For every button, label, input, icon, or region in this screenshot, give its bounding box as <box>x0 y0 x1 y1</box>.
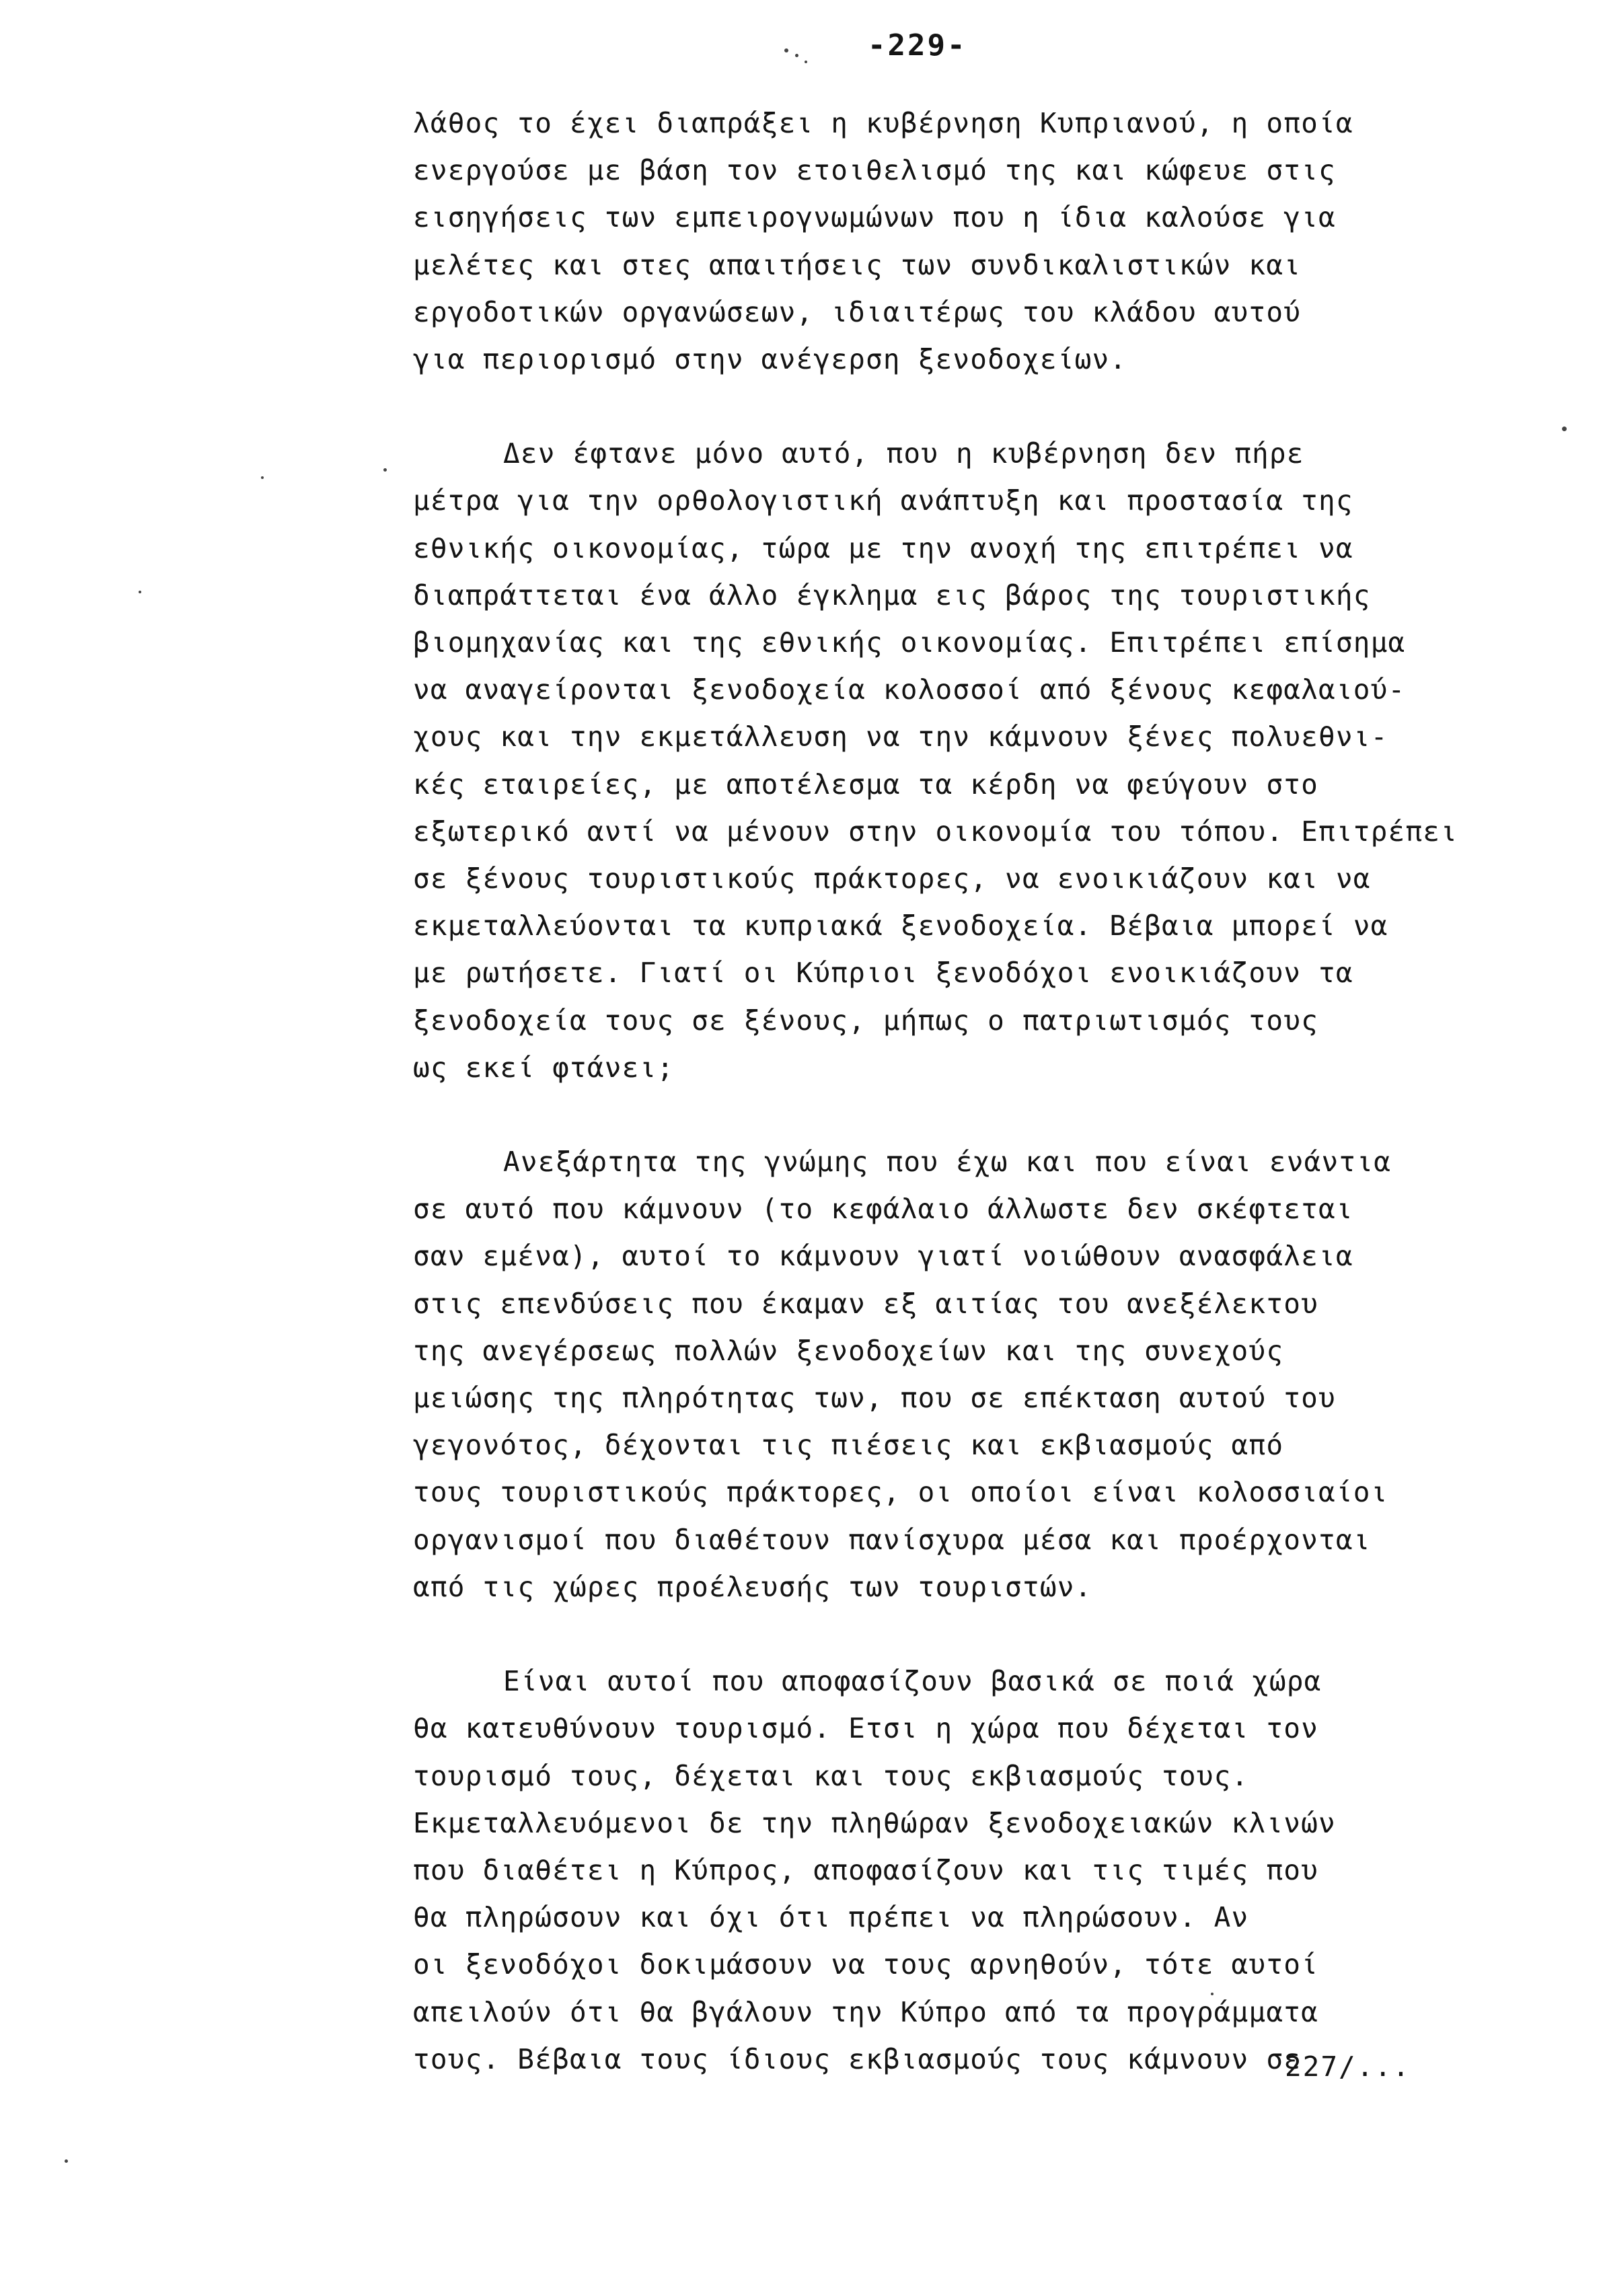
text-line: σε αυτό που κάμνουν (το κεφάλαιο άλλωστε δεν σκέφτεται <box>413 1193 1353 1226</box>
text-line: εκμεταλλεύονται τα κυπριακά ξενοδοχεία. Βέβαια μπορεί να <box>413 910 1388 942</box>
text-line: χους και την εκμετάλλευση να την κάμνουν ξένες πολυεθνι- <box>413 720 1388 753</box>
document-body <box>413 100 1516 2130</box>
text-line: διαπράττεται ένα άλλο έγκλημα εις βάρος της τουριστικής <box>413 579 1371 612</box>
text-line: Δεν έφτανε μόνο αυτό, που η κυβέρνηση δεν πήρε <box>503 437 1304 470</box>
text-line: που διαθέτει η Κύπρος, αποφασίζουν και τις τιμές που <box>413 1853 1318 1886</box>
text-line: θα κατευθύνουν τουρισμό. Ετσι η χώρα που δέχεται τον <box>413 1712 1318 1745</box>
text-line: σε ξένους τουριστικούς πράκτορες, να ενοικιάζουν και να <box>413 862 1371 895</box>
paragraph-2 <box>413 430 1516 1091</box>
text-line: οργανισμοί που διαθέτουν πανίσχυρα μέσα και προέρχονται <box>413 1523 1371 1556</box>
scan-speck <box>795 54 798 57</box>
text-line: ως εκεί φτάνει; <box>413 1051 675 1084</box>
text-line: της ανεγέρσεως πολλών ξενοδοχείων και της συνεχούς <box>413 1334 1284 1367</box>
text-line: Εκμεταλλευόμενοι δε την πληθώραν ξενοδοχειακών κλινών <box>413 1806 1336 1839</box>
text-line: μειώσης της πληρότητας των, που σε επέκταση αυτού του <box>413 1382 1336 1415</box>
text-line: από τις χώρες προέλευσής των τουριστών. <box>413 1570 1092 1603</box>
page-number: -229- <box>868 28 967 63</box>
text-line: μέτρα για την ορθολογιστική ανάπτυξη και προστασία της <box>413 484 1353 517</box>
scan-speck <box>139 591 141 593</box>
text-line: ενεργούσε με βάση τον ετοιθελισμό της και κώφευε στις <box>413 154 1336 187</box>
text-line: εθνικής οικονομίας, τώρα με την ανοχή της επιτρέπει να <box>413 531 1353 564</box>
text-line: οι ξενοδόχοι δοκιμάσουν να τους αρνηθούν, τότε αυτοί <box>413 1948 1318 1981</box>
text-line: Είναι αυτοί που αποφασίζουν βασικά σε ποιά χώρα <box>503 1665 1322 1698</box>
text-line: ξενοδοχεία τους σε ξένους, μήπως ο πατριωτισμός τους <box>413 1004 1318 1037</box>
paragraph-4 <box>413 1658 1516 2083</box>
continuation-marker: 227/... <box>1285 2050 1411 2083</box>
text-line: μελέτες και στες απαιτήσεις των συνδικαλιστικών και <box>413 248 1302 281</box>
text-line: τους τουριστικούς πράκτορες, οι οποίοι είναι κολοσσιαίοι <box>413 1476 1388 1509</box>
scan-speck <box>383 468 387 472</box>
text-line: να αναγείρονται ξενοδοχεία κολοσσοί από ξένους κεφαλαιού- <box>413 673 1406 706</box>
text-line: εισηγήσεις των εμπειρογνωμώνων που η ίδια καλούσε για <box>413 201 1336 234</box>
text-line: κές εταιρείες, με αποτέλεσμα τα κέρδη να φεύγουν στο <box>413 768 1318 801</box>
paragraph-3 <box>413 1138 1516 1610</box>
scan-speck <box>805 61 807 63</box>
paragraph-1 <box>413 100 1516 383</box>
text-line: βιομηχανίας και της εθνικής οικονομίας. Επιτρέπει επίσημα <box>413 626 1406 659</box>
text-line: για περιορισμό στην ανέγερση ξενοδοχείων. <box>413 343 1127 376</box>
text-line: εξωτερικό αντί να μένουν στην οικονομία του τόπου. Επιτρέπει <box>413 815 1458 848</box>
text-line: τους. Βέβαια τους ίδιους εκβιασμούς τους κάμνουν σε <box>413 2042 1302 2075</box>
text-line: Ανεξάρτητα της γνώμης που έχω και που είναι ενάντια <box>503 1146 1392 1179</box>
text-line: τουρισμό τους, δέχεται και τους εκβιασμούς τους. <box>413 1759 1249 1792</box>
text-line: απειλούν ότι θα βγάλουν την Κύπρο από τα προγράμματα <box>413 1995 1318 2028</box>
text-line: γεγονότος, δέχονται τις πιέσεις και εκβιασμούς από <box>413 1429 1284 1462</box>
scan-speck <box>1211 1993 1214 1995</box>
text-line: θα πληρώσουν και όχι ότι πρέπει να πληρώσουν. Αν <box>413 1901 1249 1934</box>
text-line: σαν εμένα), αυτοί το κάμνουν γιατί νοιώθουν ανασφάλεια <box>413 1240 1353 1273</box>
scan-speck <box>65 2159 68 2163</box>
text-line: λάθος το έχει διαπράξει η κυβέρνηση Κυπριανού, η οποία <box>413 107 1353 139</box>
scan-speck <box>1562 427 1567 431</box>
scan-speck <box>261 476 264 479</box>
text-line: με ρωτήσετε. Γιατί οι Κύπριοι ξενοδόχοι ενοικιάζουν τα <box>413 957 1353 990</box>
text-line: εργοδοτικών οργανώσεων, ιδιαιτέρως του κλάδου αυτού <box>413 295 1302 328</box>
text-line: στις επενδύσεις που έκαμαν εξ αιτίας του ανεξέλεκτου <box>413 1287 1318 1320</box>
scan-speck <box>784 48 788 52</box>
